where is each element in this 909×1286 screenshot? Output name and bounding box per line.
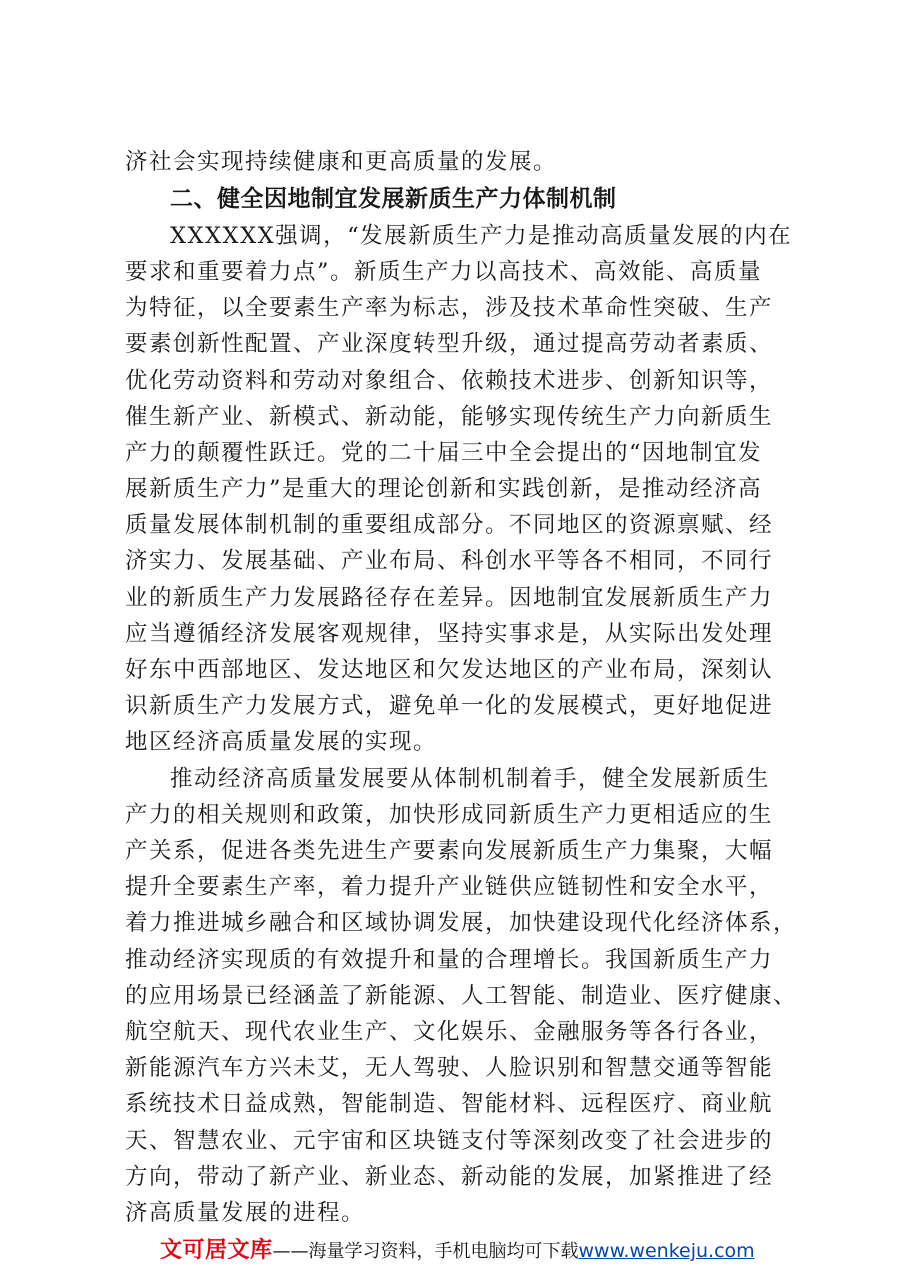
footer-tagline: ——海量学习资料，手机电脑均可下载 xyxy=(272,1241,579,1262)
paragraph-line: 天、智慧农业、元宇宙和区块链支付等深刻改变了社会进步的 xyxy=(125,1128,774,1154)
footer-banner xyxy=(160,1236,755,1267)
paragraph-line: 应当遵循经济发展客观规律，坚持实事求是，从实际出发处理 xyxy=(125,621,774,647)
paragraph-line: 质量发展体制机制的重要组成部分。不同地区的资源禀赋、经 xyxy=(125,512,774,538)
paragraph-line: 着力推进城乡融合和区域协调发展，加快建设现代化经济体系， xyxy=(125,910,798,936)
paragraph-line: 好东中西部地区、发达地区和欠发达地区的产业布局，深刻认 xyxy=(125,657,774,683)
paragraph-line: 业的新质生产力发展路径存在差异。因地制宜发展新质生产力 xyxy=(125,585,774,611)
paragraph-line: 催生新产业、新模式、新动能，能够实现传统生产力向新质生 xyxy=(125,404,774,430)
paragraph-line: 系统技术日益成熟，智能制造、智能材料、远程医疗、商业航 xyxy=(125,1091,774,1117)
paragraph-line: 的应用场景已经涵盖了新能源、人工智能、制造业、医疗健康、 xyxy=(125,983,798,1009)
paragraph-line: 济社会实现持续健康和更高质量的发展。 xyxy=(125,149,558,175)
paragraph-line: 推动经济高质量发展要从体制机制着手，健全发展新质生 xyxy=(170,766,771,792)
section-heading: 二、健全因地制宜发展新质生产力体制机制 xyxy=(170,186,617,212)
paragraph-line: 优化劳动资料和劳动对象组合、依赖技术进步、创新知识等， xyxy=(125,368,774,394)
paragraph-line: 济实力、发展基础、产业布局、科创水平等各不相同，不同行 xyxy=(125,548,774,574)
footer-brand: 文可居文库 xyxy=(160,1238,273,1263)
paragraph-line: 要素创新性配置、产业深度转型升级，通过提高劳动者素质、 xyxy=(125,331,774,357)
paragraph-line: 产力的颠覆性跃迁。党的二十届三中全会提出的“因地制宜发 xyxy=(125,440,763,466)
paragraph-line: 为特征，以全要素生产率为标志，涉及技术革命性突破、生产 xyxy=(125,295,774,321)
paragraph-line: 航空航天、现代农业生产、文化娱乐、金融服务等各行各业， xyxy=(125,1019,774,1045)
paragraph-line: 要求和重要着力点”。新质生产力以高技术、高效能、高质量 xyxy=(125,259,763,285)
footer-link[interactable]: www.wenkeju.com xyxy=(578,1240,755,1262)
paragraph-line: 产关系，促进各类先进生产要素向发展新质生产力集聚，大幅 xyxy=(125,838,774,864)
paragraph-line: 展新质生产力”是重大的理论创新和实践创新，是推动经济高 xyxy=(125,476,763,502)
paragraph-line: 提升全要素生产率，着力提升产业链供应链韧性和安全水平， xyxy=(125,874,774,900)
paragraph-line: 济高质量发展的进程。 xyxy=(125,1200,366,1226)
paragraph-line: XXXXXX强调，“发展新质生产力是推动高质量发展的内在 xyxy=(170,223,793,249)
paragraph-line: 推动经济实现质的有效提升和量的合理增长。我国新质生产力 xyxy=(125,947,774,973)
paragraph-line: 方向，带动了新产业、新业态、新动能的发展，加紧推进了经 xyxy=(125,1164,774,1190)
paragraph-line: 产力的相关规则和政策，加快形成同新质生产力更相适应的生 xyxy=(125,802,774,828)
paragraph-line: 新能源汽车方兴未艾，无人驾驶、人脸识别和智慧交通等智能 xyxy=(125,1055,774,1081)
paragraph-line: 地区经济高质量发展的实现。 xyxy=(125,729,438,755)
paragraph-line: 识新质生产力发展方式，避免单一化的发展模式，更好地促进 xyxy=(125,693,774,719)
